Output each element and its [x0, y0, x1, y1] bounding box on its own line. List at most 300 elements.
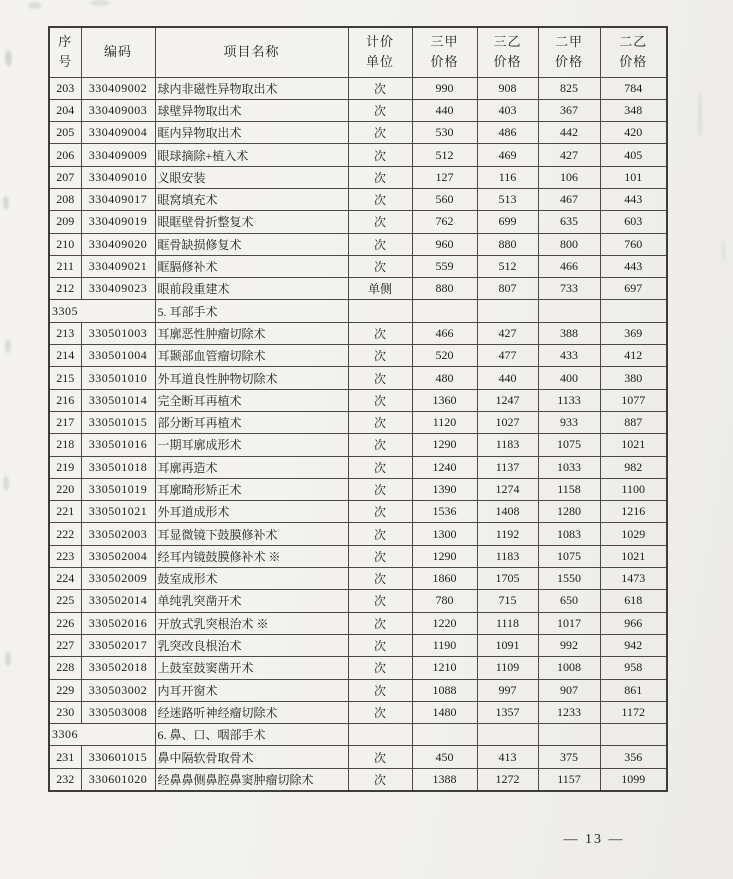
seq-cell: 220	[49, 478, 81, 500]
name-cell: 经耳内镜鼓膜修补术 ※	[155, 545, 348, 567]
code-cell: 330501018	[81, 456, 155, 478]
price-3a-cell: 1860	[412, 568, 477, 590]
price-2a-cell: 1017	[538, 612, 600, 634]
section-row	[49, 724, 667, 746]
table-row	[49, 188, 667, 210]
code-cell: 330501021	[81, 501, 155, 523]
unit-cell: 次	[348, 166, 412, 188]
price-3b-cell: 1109	[477, 657, 538, 679]
price-3a-cell: 1480	[412, 701, 477, 723]
name-cell: 一期耳廓成形术	[155, 434, 348, 456]
table-row	[49, 255, 667, 277]
price-2a-cell: 388	[538, 322, 600, 344]
price-2a-cell: 106	[538, 166, 600, 188]
table-row	[49, 545, 667, 567]
price-3a-cell: 440	[412, 99, 477, 121]
price-3a-cell: 762	[412, 211, 477, 233]
price-2a-cell: 992	[538, 634, 600, 656]
price-2b-cell: 412	[600, 345, 667, 367]
price-2b-cell: 887	[600, 411, 667, 433]
name-cell: 球壁异物取出术	[155, 99, 348, 121]
unit-cell: 次	[348, 99, 412, 121]
seq-cell: 228	[49, 657, 81, 679]
price-2b-cell: 1473	[600, 568, 667, 590]
table-row	[49, 99, 667, 121]
seq-cell: 231	[49, 746, 81, 768]
seq-cell: 207	[49, 166, 81, 188]
price-2a-cell: 1083	[538, 523, 600, 545]
code-cell: 330409009	[81, 144, 155, 166]
price-3a-cell: 1210	[412, 657, 477, 679]
code-cell: 330409010	[81, 166, 155, 188]
price-2b-cell: 443	[600, 255, 667, 277]
price-3b-cell: 1091	[477, 634, 538, 656]
price-2b-cell	[600, 300, 667, 322]
name-cell: 内耳开窗术	[155, 679, 348, 701]
section-code-cell: 3305	[49, 300, 155, 322]
price-3a-cell: 1220	[412, 612, 477, 634]
price-3a-cell: 1390	[412, 478, 477, 500]
unit-cell: 次	[348, 456, 412, 478]
price-2b-cell: 966	[600, 612, 667, 634]
price-2a-cell: 442	[538, 122, 600, 144]
seq-cell: 206	[49, 144, 81, 166]
price-3b-cell: 699	[477, 211, 538, 233]
name-cell: 乳突改良根治术	[155, 634, 348, 656]
scan-artifact	[5, 340, 11, 353]
table-row	[49, 523, 667, 545]
price-2a-cell: 1008	[538, 657, 600, 679]
name-cell: 眼眶壁骨折整复术	[155, 211, 348, 233]
price-3b-cell: 1272	[477, 768, 538, 790]
table-row	[49, 768, 667, 790]
table-row	[49, 746, 667, 768]
price-3b-cell: 1274	[477, 478, 538, 500]
table-row	[49, 501, 667, 523]
price-2a-cell: 1233	[538, 701, 600, 723]
price-3b-cell	[477, 300, 538, 322]
code-cell: 330502018	[81, 657, 155, 679]
price-2b-cell: 348	[600, 99, 667, 121]
price-3b-cell: 1192	[477, 523, 538, 545]
name-cell: 眶膈修补术	[155, 255, 348, 277]
unit-cell: 次	[348, 322, 412, 344]
price-2a-cell: 375	[538, 746, 600, 768]
section-title-cell: 6. 鼻、口、咽部手术	[155, 724, 348, 746]
header-unit: 计价 单位	[348, 27, 412, 77]
table-row	[49, 166, 667, 188]
price-2a-cell: 1133	[538, 389, 600, 411]
price-table	[48, 26, 668, 792]
seq-cell: 224	[49, 568, 81, 590]
price-2a-cell: 1550	[538, 568, 600, 590]
table-row	[49, 478, 667, 500]
table-row	[49, 568, 667, 590]
name-cell: 外耳道良性肿物切除术	[155, 367, 348, 389]
code-cell: 330601015	[81, 746, 155, 768]
price-2b-cell: 784	[600, 77, 667, 99]
name-cell: 经鼻鼻侧鼻腔鼻窦肿瘤切除术	[155, 768, 348, 790]
seq-cell: 218	[49, 434, 81, 456]
name-cell: 鼻中隔软骨取骨术	[155, 746, 348, 768]
table-row	[49, 701, 667, 723]
price-3b-cell: 715	[477, 590, 538, 612]
price-3b-cell: 1027	[477, 411, 538, 433]
price-3b-cell	[477, 724, 538, 746]
price-3a-cell: 1388	[412, 768, 477, 790]
price-3b-cell: 1183	[477, 434, 538, 456]
price-3a-cell: 480	[412, 367, 477, 389]
name-cell: 耳廓畸形矫正术	[155, 478, 348, 500]
seq-cell: 219	[49, 456, 81, 478]
seq-cell: 214	[49, 345, 81, 367]
unit-cell	[348, 300, 412, 322]
table-row	[49, 411, 667, 433]
price-2a-cell: 466	[538, 255, 600, 277]
price-2a-cell: 1075	[538, 434, 600, 456]
price-3a-cell: 880	[412, 278, 477, 300]
seq-cell: 216	[49, 389, 81, 411]
price-2b-cell: 443	[600, 188, 667, 210]
price-3a-cell: 1190	[412, 634, 477, 656]
name-cell: 耳廓再造术	[155, 456, 348, 478]
table-row	[49, 345, 667, 367]
price-3b-cell: 477	[477, 345, 538, 367]
seq-cell: 227	[49, 634, 81, 656]
table-row	[49, 612, 667, 634]
code-cell: 330501016	[81, 434, 155, 456]
price-3b-cell: 1183	[477, 545, 538, 567]
seq-cell: 204	[49, 99, 81, 121]
seq-cell: 223	[49, 545, 81, 567]
price-3b-cell: 997	[477, 679, 538, 701]
unit-cell: 次	[348, 768, 412, 790]
price-3a-cell: 530	[412, 122, 477, 144]
name-cell: 义眼安装	[155, 166, 348, 188]
price-3a-cell: 1120	[412, 411, 477, 433]
price-3b-cell: 513	[477, 188, 538, 210]
code-cell: 330502003	[81, 523, 155, 545]
price-3b-cell: 427	[477, 322, 538, 344]
name-cell: 开放式乳突根治术 ※	[155, 612, 348, 634]
name-cell: 耳颞部血管瘤切除术	[155, 345, 348, 367]
price-2a-cell: 367	[538, 99, 600, 121]
code-cell: 330501010	[81, 367, 155, 389]
price-3a-cell: 512	[412, 144, 477, 166]
name-cell: 经迷路听神经瘤切除术	[155, 701, 348, 723]
unit-cell: 次	[348, 77, 412, 99]
price-3b-cell: 1118	[477, 612, 538, 634]
price-2b-cell	[600, 724, 667, 746]
unit-cell: 次	[348, 434, 412, 456]
price-3a-cell: 466	[412, 322, 477, 344]
price-3a-cell: 560	[412, 188, 477, 210]
unit-cell: 次	[348, 568, 412, 590]
price-2a-cell: 1280	[538, 501, 600, 523]
price-2b-cell: 760	[600, 233, 667, 255]
unit-cell: 次	[348, 233, 412, 255]
code-cell: 330502016	[81, 612, 155, 634]
price-2a-cell: 1075	[538, 545, 600, 567]
table-row	[49, 389, 667, 411]
price-2a-cell: 433	[538, 345, 600, 367]
price-2a-cell: 427	[538, 144, 600, 166]
seq-cell: 226	[49, 612, 81, 634]
price-3b-cell: 440	[477, 367, 538, 389]
price-3a-cell: 1290	[412, 434, 477, 456]
price-3b-cell: 1247	[477, 389, 538, 411]
price-2b-cell: 603	[600, 211, 667, 233]
price-3a-cell: 127	[412, 166, 477, 188]
unit-cell: 次	[348, 411, 412, 433]
price-3b-cell: 1137	[477, 456, 538, 478]
price-2a-cell: 800	[538, 233, 600, 255]
unit-cell: 次	[348, 612, 412, 634]
price-3a-cell: 1360	[412, 389, 477, 411]
price-3b-cell: 469	[477, 144, 538, 166]
code-cell: 330502017	[81, 634, 155, 656]
unit-cell: 次	[348, 211, 412, 233]
code-cell: 330501014	[81, 389, 155, 411]
table-body	[49, 77, 667, 791]
header-price-3b: 三乙 价格	[477, 27, 538, 77]
name-cell: 完全断耳再植术	[155, 389, 348, 411]
price-3a-cell: 1240	[412, 456, 477, 478]
price-2a-cell: 933	[538, 411, 600, 433]
seq-cell: 232	[49, 768, 81, 790]
section-code-cell: 3306	[49, 724, 155, 746]
price-2a-cell: 733	[538, 278, 600, 300]
price-2b-cell: 1099	[600, 768, 667, 790]
price-3a-cell: 1300	[412, 523, 477, 545]
price-3b-cell: 880	[477, 233, 538, 255]
unit-cell: 次	[348, 590, 412, 612]
unit-cell: 次	[348, 746, 412, 768]
price-2b-cell: 958	[600, 657, 667, 679]
code-cell: 330502009	[81, 568, 155, 590]
price-2b-cell: 1216	[600, 501, 667, 523]
price-2a-cell: 467	[538, 188, 600, 210]
price-2a-cell	[538, 724, 600, 746]
seq-cell: 229	[49, 679, 81, 701]
seq-cell: 208	[49, 188, 81, 210]
unit-cell: 次	[348, 255, 412, 277]
unit-cell: 次	[348, 679, 412, 701]
code-cell: 330501015	[81, 411, 155, 433]
page-number: — 13 —	[563, 832, 625, 847]
name-cell: 眼前段重建术	[155, 278, 348, 300]
unit-cell: 次	[348, 188, 412, 210]
scan-artifact	[5, 50, 12, 66]
seq-cell: 221	[49, 501, 81, 523]
price-3b-cell: 116	[477, 166, 538, 188]
scan-artifact	[90, 0, 110, 6]
unit-cell: 次	[348, 478, 412, 500]
code-cell: 330409004	[81, 122, 155, 144]
price-2b-cell: 861	[600, 679, 667, 701]
unit-cell: 次	[348, 501, 412, 523]
price-2b-cell: 1077	[600, 389, 667, 411]
code-cell: 330503002	[81, 679, 155, 701]
price-2b-cell: 697	[600, 278, 667, 300]
table-row	[49, 233, 667, 255]
code-cell: 330409003	[81, 99, 155, 121]
section-title-cell: 5. 耳部手术	[155, 300, 348, 322]
price-3a-cell	[412, 724, 477, 746]
unit-cell: 次	[348, 389, 412, 411]
code-cell: 330409017	[81, 188, 155, 210]
table-row	[49, 434, 667, 456]
seq-cell: 213	[49, 322, 81, 344]
price-3a-cell: 1536	[412, 501, 477, 523]
table-row	[49, 590, 667, 612]
code-cell: 330501004	[81, 345, 155, 367]
code-cell: 330503008	[81, 701, 155, 723]
unit-cell: 次	[348, 367, 412, 389]
header-code: 编码	[81, 27, 155, 77]
price-2b-cell: 942	[600, 634, 667, 656]
code-cell: 330409021	[81, 255, 155, 277]
price-3a-cell: 1290	[412, 545, 477, 567]
unit-cell: 次	[348, 122, 412, 144]
table-row	[49, 456, 667, 478]
price-2b-cell: 380	[600, 367, 667, 389]
unit-cell: 次	[348, 345, 412, 367]
seq-cell: 217	[49, 411, 81, 433]
price-3b-cell: 908	[477, 77, 538, 99]
scan-artifact	[3, 476, 9, 491]
price-3b-cell: 403	[477, 99, 538, 121]
scan-artifact	[5, 652, 11, 666]
table-row	[49, 144, 667, 166]
unit-cell: 次	[348, 523, 412, 545]
scan-artifact	[28, 2, 42, 9]
seq-cell: 215	[49, 367, 81, 389]
code-cell: 330502004	[81, 545, 155, 567]
table-row	[49, 77, 667, 99]
scan-artifact	[3, 196, 9, 210]
table-row	[49, 367, 667, 389]
unit-cell	[348, 724, 412, 746]
name-cell: 耳廓恶性肿瘤切除术	[155, 322, 348, 344]
name-cell: 上鼓室鼓窦凿开术	[155, 657, 348, 679]
price-2b-cell: 101	[600, 166, 667, 188]
price-2a-cell: 1157	[538, 768, 600, 790]
code-cell: 330409019	[81, 211, 155, 233]
price-2b-cell: 369	[600, 322, 667, 344]
scan-artifact	[722, 240, 725, 262]
price-3a-cell: 990	[412, 77, 477, 99]
code-cell: 330501019	[81, 478, 155, 500]
price-3a-cell: 520	[412, 345, 477, 367]
code-cell: 330502014	[81, 590, 155, 612]
price-2b-cell: 982	[600, 456, 667, 478]
price-3a-cell: 559	[412, 255, 477, 277]
unit-cell: 次	[348, 657, 412, 679]
header-price-2a: 二甲 价格	[538, 27, 600, 77]
price-3b-cell: 486	[477, 122, 538, 144]
price-2a-cell: 1033	[538, 456, 600, 478]
name-cell: 部分断耳再植术	[155, 411, 348, 433]
header-price-2b: 二乙 价格	[600, 27, 667, 77]
name-cell: 鼓室成形术	[155, 568, 348, 590]
price-2a-cell: 635	[538, 211, 600, 233]
seq-cell: 230	[49, 701, 81, 723]
seq-cell: 210	[49, 233, 81, 255]
price-3b-cell: 807	[477, 278, 538, 300]
name-cell: 眼窝填充术	[155, 188, 348, 210]
price-2a-cell: 400	[538, 367, 600, 389]
name-cell: 眼球摘除+植入术	[155, 144, 348, 166]
name-cell: 眶骨缺损修复术	[155, 233, 348, 255]
price-2a-cell: 650	[538, 590, 600, 612]
seq-cell: 225	[49, 590, 81, 612]
price-3b-cell: 1357	[477, 701, 538, 723]
price-3b-cell: 1408	[477, 501, 538, 523]
seq-cell: 209	[49, 211, 81, 233]
price-2b-cell: 1021	[600, 434, 667, 456]
unit-cell: 次	[348, 545, 412, 567]
table-row	[49, 278, 667, 300]
seq-cell: 203	[49, 77, 81, 99]
unit-cell: 次	[348, 701, 412, 723]
table-row	[49, 211, 667, 233]
price-2a-cell: 825	[538, 77, 600, 99]
code-cell: 330409023	[81, 278, 155, 300]
name-cell: 单纯乳突凿开术	[155, 590, 348, 612]
price-2b-cell: 405	[600, 144, 667, 166]
code-cell: 330409002	[81, 77, 155, 99]
price-3b-cell: 512	[477, 255, 538, 277]
price-2b-cell: 420	[600, 122, 667, 144]
price-3a-cell: 1088	[412, 679, 477, 701]
header-seq: 序 号	[49, 27, 81, 77]
scan-artifact	[698, 92, 702, 138]
code-cell: 330501003	[81, 322, 155, 344]
name-cell: 外耳道成形术	[155, 501, 348, 523]
price-2b-cell: 356	[600, 746, 667, 768]
price-2b-cell: 1021	[600, 545, 667, 567]
price-2a-cell: 907	[538, 679, 600, 701]
table-row	[49, 634, 667, 656]
name-cell: 球内非磁性异物取出术	[155, 77, 348, 99]
table-row	[49, 322, 667, 344]
code-cell: 330601020	[81, 768, 155, 790]
seq-cell: 222	[49, 523, 81, 545]
price-2b-cell: 1172	[600, 701, 667, 723]
price-3a-cell	[412, 300, 477, 322]
table-row	[49, 679, 667, 701]
price-3b-cell: 413	[477, 746, 538, 768]
unit-cell: 次	[348, 634, 412, 656]
price-2b-cell: 618	[600, 590, 667, 612]
table-row	[49, 657, 667, 679]
price-2a-cell	[538, 300, 600, 322]
section-row	[49, 300, 667, 322]
price-3b-cell: 1705	[477, 568, 538, 590]
price-3a-cell: 960	[412, 233, 477, 255]
header-price-3a: 三甲 价格	[412, 27, 477, 77]
seq-cell: 211	[49, 255, 81, 277]
price-2a-cell: 1158	[538, 478, 600, 500]
header-row	[49, 27, 667, 77]
price-3a-cell: 450	[412, 746, 477, 768]
table-row	[49, 122, 667, 144]
price-3a-cell: 780	[412, 590, 477, 612]
header-name: 项目名称	[155, 27, 348, 77]
seq-cell: 205	[49, 122, 81, 144]
name-cell: 眶内异物取出术	[155, 122, 348, 144]
